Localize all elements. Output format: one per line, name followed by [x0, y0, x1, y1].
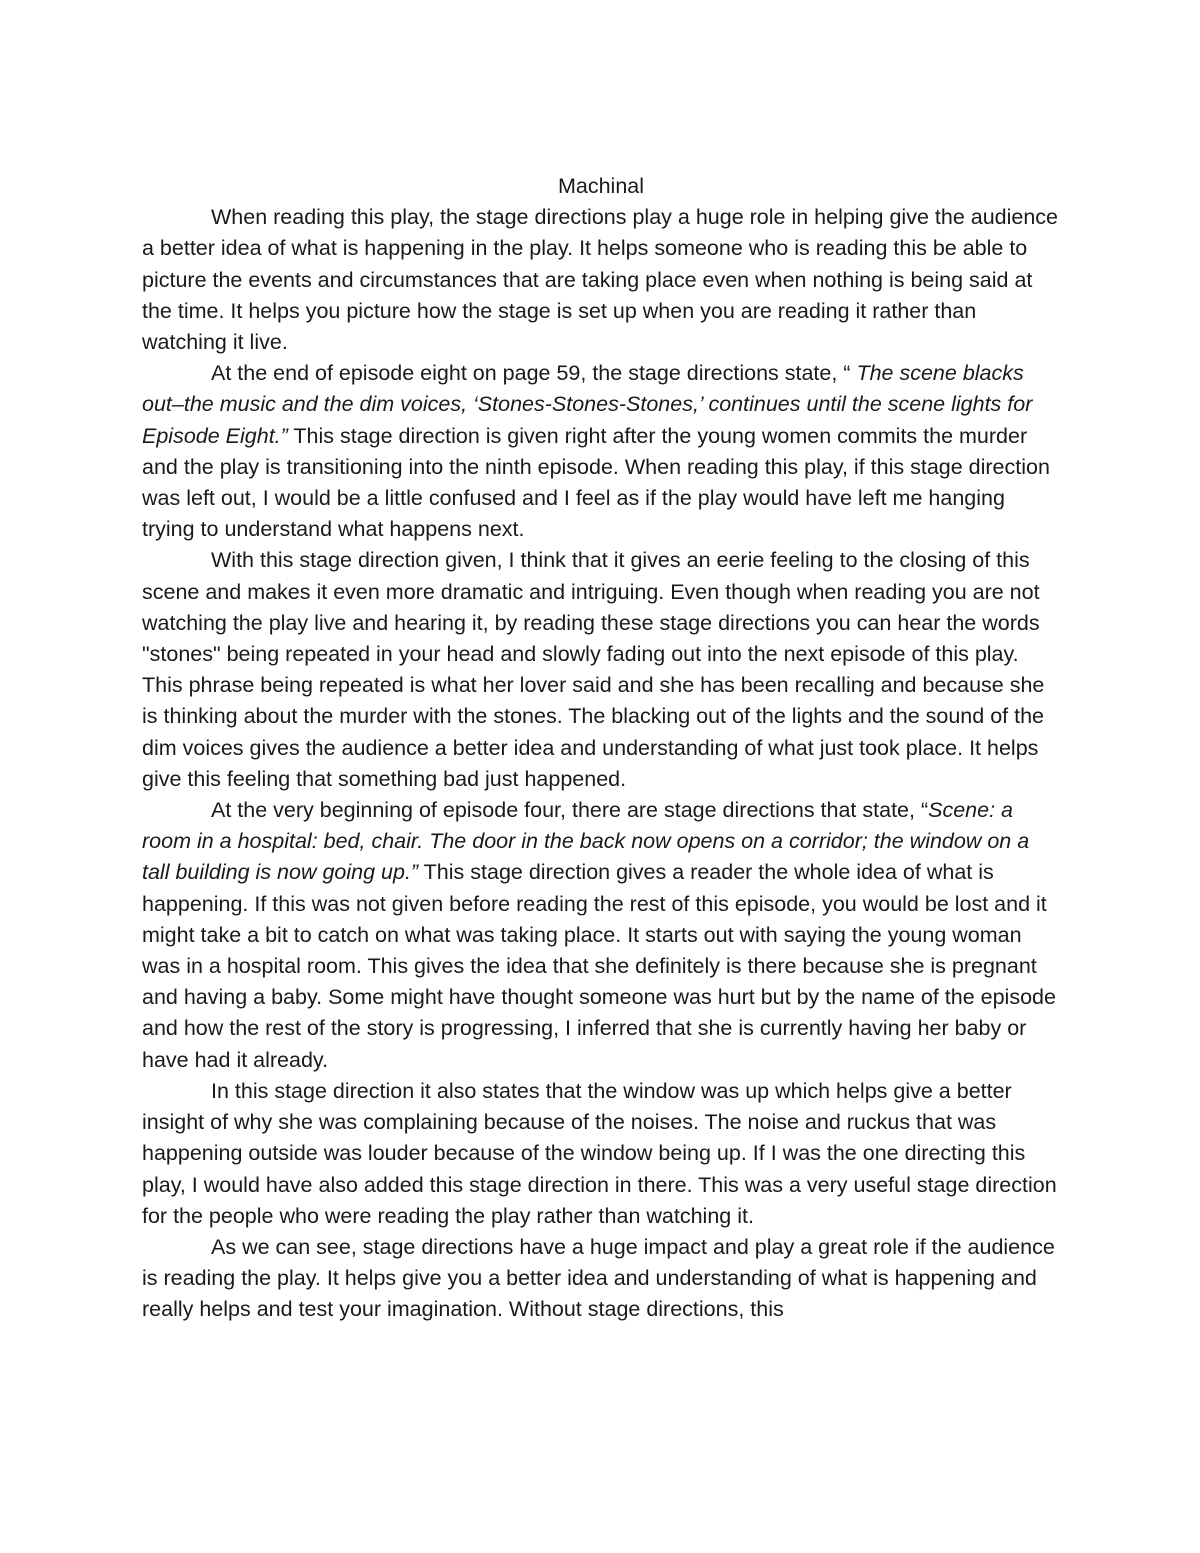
paragraph-text: When reading this play, the stage directions play a huge role in helping give the audience a better idea of what is happening in the play. It helps someone who is reading this be able to picture the events and circumstances that are taking place even when nothing is being said at the time. It helps you picture how the stage is set up when you are reading it rather than watching it live.: [142, 205, 1059, 355]
stage-direction-quote: Scene: a room in a hospital: bed, chair. The door in the back now opens on a corridor; the window on a tall building is now going up.”: [142, 798, 1030, 885]
paragraph-3: [142, 545, 1060, 795]
paragraph-4: [142, 795, 1060, 1076]
paragraph-text-after-quote: This stage direction gives a reader the whole idea of what is happening. If this was not given before reading the rest of this episode, you would be lost and it might take a bit to catch on what was taking place. It starts out with saying the young woman was in a hospital room. This gives the idea that she definitely is there because she is pregnant and having a baby. Some might have thought someone was hurt but by the name of the episode and how the rest of the story is progressing, I inferred that she is currently having her baby or have had it already.: [142, 860, 1056, 1072]
paragraph-6: [142, 1232, 1060, 1326]
paragraph-text: With this stage direction given, I think that it gives an eerie feeling to the closing of this scene and makes it even more dramatic and intriguing. Even though when reading you are not watching the play live and hearing it, by reading these stage directions you can hear the words "stones" being repeated in your head and slowly fading out into the next episode of this play. This phrase being repeated is what her lover said and she has been recalling and because she is thinking about the murder with the stones. The blacking out of the lights and the sound of the dim voices gives the audience a better idea and understanding of what just took place. It helps give this feeling that something bad just happened.: [142, 548, 1045, 791]
stage-direction-quote: The scene blacks out–the music and the dim voices, ‘Stones-Stones-Stones,’ continues until the scene lights for Episode Eight.”: [142, 361, 1033, 448]
document-title: Machinal: [557, 174, 645, 198]
paragraph-text-before-quote: At the very beginning of episode four, there are stage directions that state, “: [211, 798, 929, 823]
paragraph-text-after-quote: This stage direction is given right after the young women commits the murder and the play is transitioning into the ninth episode. When reading this play, if this stage direction was left out, I would be a little confused and I feel as if the play would have left me hanging trying to understand what happens next.: [142, 423, 1050, 542]
paragraph-2: [142, 358, 1060, 545]
paragraph-1: [142, 202, 1060, 358]
paragraph-text-before-quote: At the end of episode eight on page 59, the stage directions state, “: [211, 361, 857, 386]
document-body: [142, 171, 1060, 1326]
paragraph-5: [142, 1076, 1060, 1232]
paragraph-text: As we can see, stage directions have a huge impact and play a great role if the audience is reading the play. It helps give you a better idea and understanding of what is happening and really helps and test your imagination. Without stage directions, this: [142, 1234, 1055, 1322]
paragraph-text: In this stage direction it also states that the window was up which helps give a better insight of why she was complaining because of the noises. The noise and ruckus that was happening outside was louder because of the window being up. If I was the one directing this play, I would have also added this stage direction in there. This was a very useful stage direction for the people who were reading the play rather than watching it.: [142, 1078, 1057, 1228]
